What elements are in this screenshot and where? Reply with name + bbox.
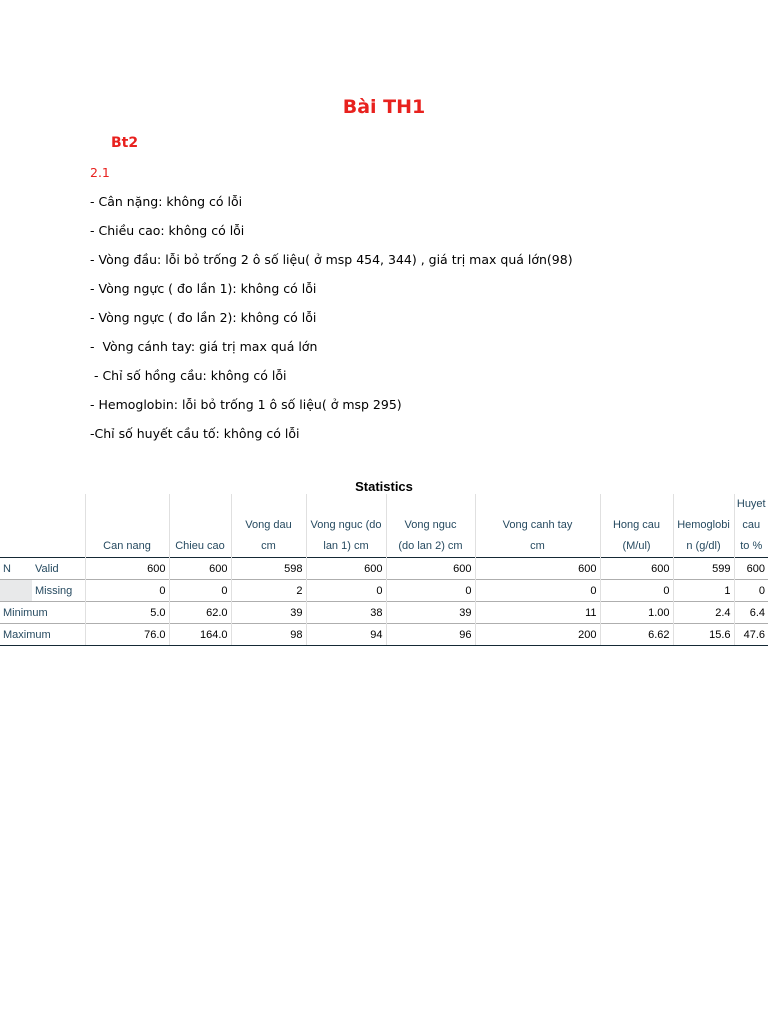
row-group: Minimum bbox=[0, 602, 85, 624]
table-row: Missing 0 0 2 0 0 0 0 1 0 bbox=[0, 580, 768, 602]
col-header: Vong nguc (do lan 1) cm bbox=[306, 494, 386, 558]
findings-list bbox=[90, 194, 573, 455]
table-row: N Valid 600 600 598 600 600 600 600 599 600 bbox=[0, 558, 768, 580]
finding-line: - Vòng đầu: lỗi bỏ trống 2 ô số liệu( ở msp 454, 344) , giá trị max quá lớn(98) bbox=[90, 252, 573, 267]
col-header: Can nang bbox=[85, 494, 169, 558]
finding-line: - Vòng ngực ( đo lần 2): không có lỗi bbox=[90, 310, 317, 325]
table-row: Minimum 5.0 62.0 39 38 39 11 1.00 2.4 6.4 bbox=[0, 602, 768, 624]
row-group bbox=[0, 580, 32, 602]
finding-line: - Chỉ số hồng cầu: không có lỗi bbox=[90, 368, 287, 383]
col-header: Chieu cao bbox=[169, 494, 231, 558]
row-label: Valid bbox=[32, 558, 85, 580]
col-header: Hemoglobi n (g/dl) bbox=[673, 494, 734, 558]
finding-line: - Vòng ngực ( đo lần 1): không có lỗi bbox=[90, 281, 317, 296]
finding-line: - Vòng cánh tay: giá trị max quá lớn bbox=[90, 339, 318, 354]
col-header: Vong dau cm bbox=[231, 494, 306, 558]
finding-line: - Chiều cao: không có lỗi bbox=[90, 223, 245, 238]
row-group: Maximum bbox=[0, 624, 85, 646]
col-header: Hong cau (M/ul) bbox=[600, 494, 673, 558]
statistics-title: Statistics bbox=[355, 479, 413, 494]
section-number: 2.1 bbox=[90, 165, 110, 180]
col-header: Huyet cau to % bbox=[734, 494, 768, 558]
exercise-heading: Bt2 bbox=[111, 135, 139, 151]
finding-line: -Chỉ số huyết cầu tố: không có lỗi bbox=[90, 426, 300, 441]
finding-line: - Hemoglobin: lỗi bỏ trống 1 ô số liệu( ở msp 295) bbox=[90, 397, 402, 412]
row-group: N bbox=[0, 558, 32, 580]
table-row: Maximum 76.0 164.0 98 94 96 200 6.62 15.6 47.6 bbox=[0, 624, 768, 646]
document-title: Bài TH1 bbox=[342, 96, 426, 118]
statistics-table bbox=[0, 494, 768, 646]
row-label: Missing bbox=[32, 580, 85, 602]
col-header: Vong nguc (do lan 2) cm bbox=[386, 494, 475, 558]
finding-line: - Cân nặng: không có lỗi bbox=[90, 194, 243, 209]
col-header: Vong canh tay cm bbox=[475, 494, 600, 558]
